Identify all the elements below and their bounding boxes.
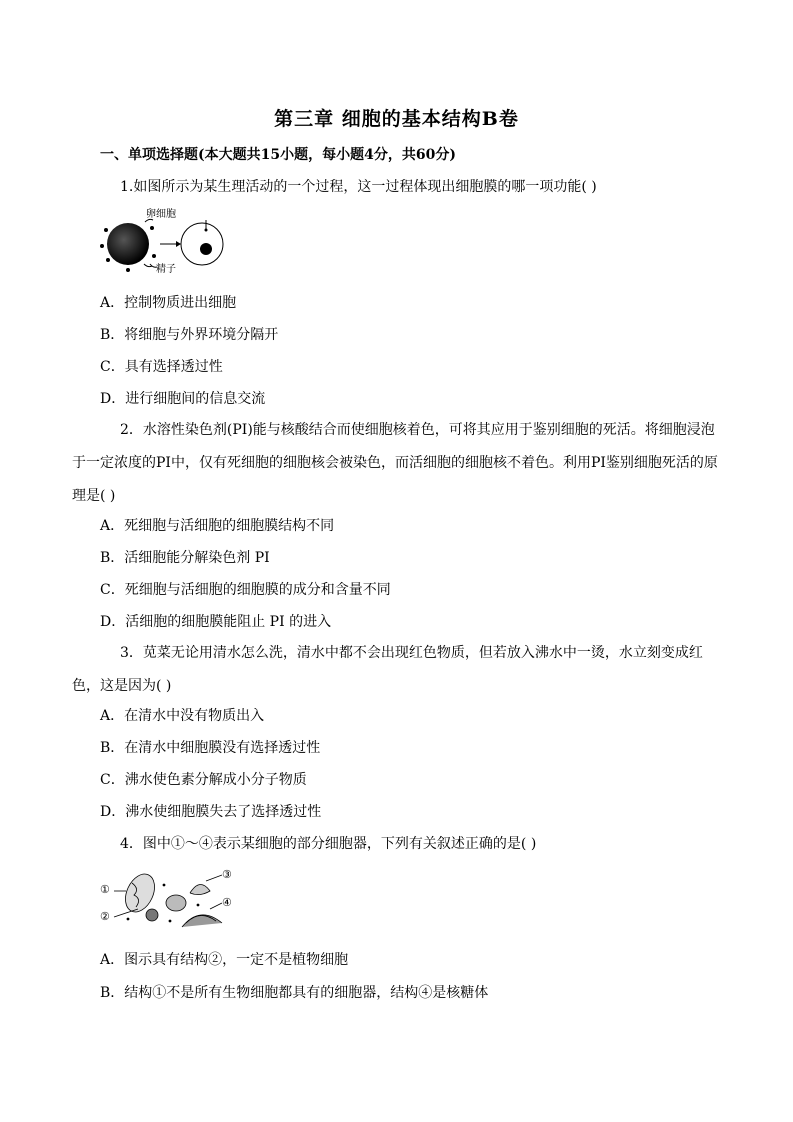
q1-option-a: A．控制物质进出细胞 [100, 295, 237, 311]
egg-cell-icon [107, 223, 149, 265]
question-1-stem: 1.如图所示为某生理活动的一个过程，这一过程体现出细胞膜的哪一项功能( ) [120, 179, 597, 195]
question-4-stem: 4．图中①～④表示某细胞的部分细胞器，下列有关叙述正确的是( ) [120, 836, 537, 852]
question-3-stem: 3．苋菜无论用清水怎么洗，清水中都不会出现红色物质，但若放入沸水中一烫，水立刻变成红色，这是因为( ) [72, 645, 703, 694]
question-2-stem: 2．水溶性染色剂(PI)能与核酸结合而使细胞核着色，可将其应用于鉴别细胞的死活。将细胞浸泡于一定浓度的PI中，仅有死细胞的细胞核会被染色，而活细胞的细胞核不着色。利用PI鉴别细胞死活的原理是( ) [72, 422, 718, 504]
q2-option-d: D．活细胞的细胞膜能阻止 PI 的进入 [100, 614, 332, 630]
section-heading: 一、单项选择题(本大题共15小题，每小题4分，共60分) [100, 147, 456, 163]
q1-option-d: D．进行细胞间的信息交流 [100, 391, 266, 407]
q3-option-c: C．沸水使色素分解成小分子物质 [100, 772, 307, 788]
fertilized-cell-icon [181, 223, 223, 265]
page-title: 第三章 细胞的基本结构B卷 [274, 108, 519, 130]
vesicle-icon [190, 884, 210, 894]
figure-label-4: ④ [222, 896, 232, 909]
q2-option-b: B．活细胞能分解染色剂 PI [100, 550, 270, 566]
q4-option-b: B．结构①不是所有生物细胞都具有的细胞器，结构④是核糖体 [100, 985, 489, 1001]
figure-label-2: ② [100, 910, 110, 923]
q2-option-a: A．死细胞与活细胞的细胞膜结构不同 [100, 518, 335, 534]
q3-option-d: D．沸水使细胞膜失去了选择透过性 [100, 804, 322, 820]
q4-option-a: A．图示具有结构②，一定不是植物细胞 [100, 952, 349, 968]
q3-option-a: A．在清水中没有物质出入 [100, 708, 265, 724]
egg-label: 卵细胞 [146, 209, 176, 220]
q3-option-b: B．在清水中细胞膜没有选择透过性 [100, 740, 321, 756]
q1-option-b: B．将细胞与外界环境分隔开 [100, 327, 279, 343]
sperm-label: 精子 [156, 264, 176, 275]
figure-label-3: ③ [222, 868, 232, 881]
organelles-figure [98, 865, 238, 935]
centriole-icon [146, 909, 158, 921]
q2-option-c: C．死细胞与活细胞的细胞膜的成分和含量不同 [100, 582, 391, 598]
golgi-icon [166, 895, 186, 911]
q1-option-c: C．具有选择透过性 [100, 359, 223, 375]
figure-label-1: ① [100, 883, 110, 896]
